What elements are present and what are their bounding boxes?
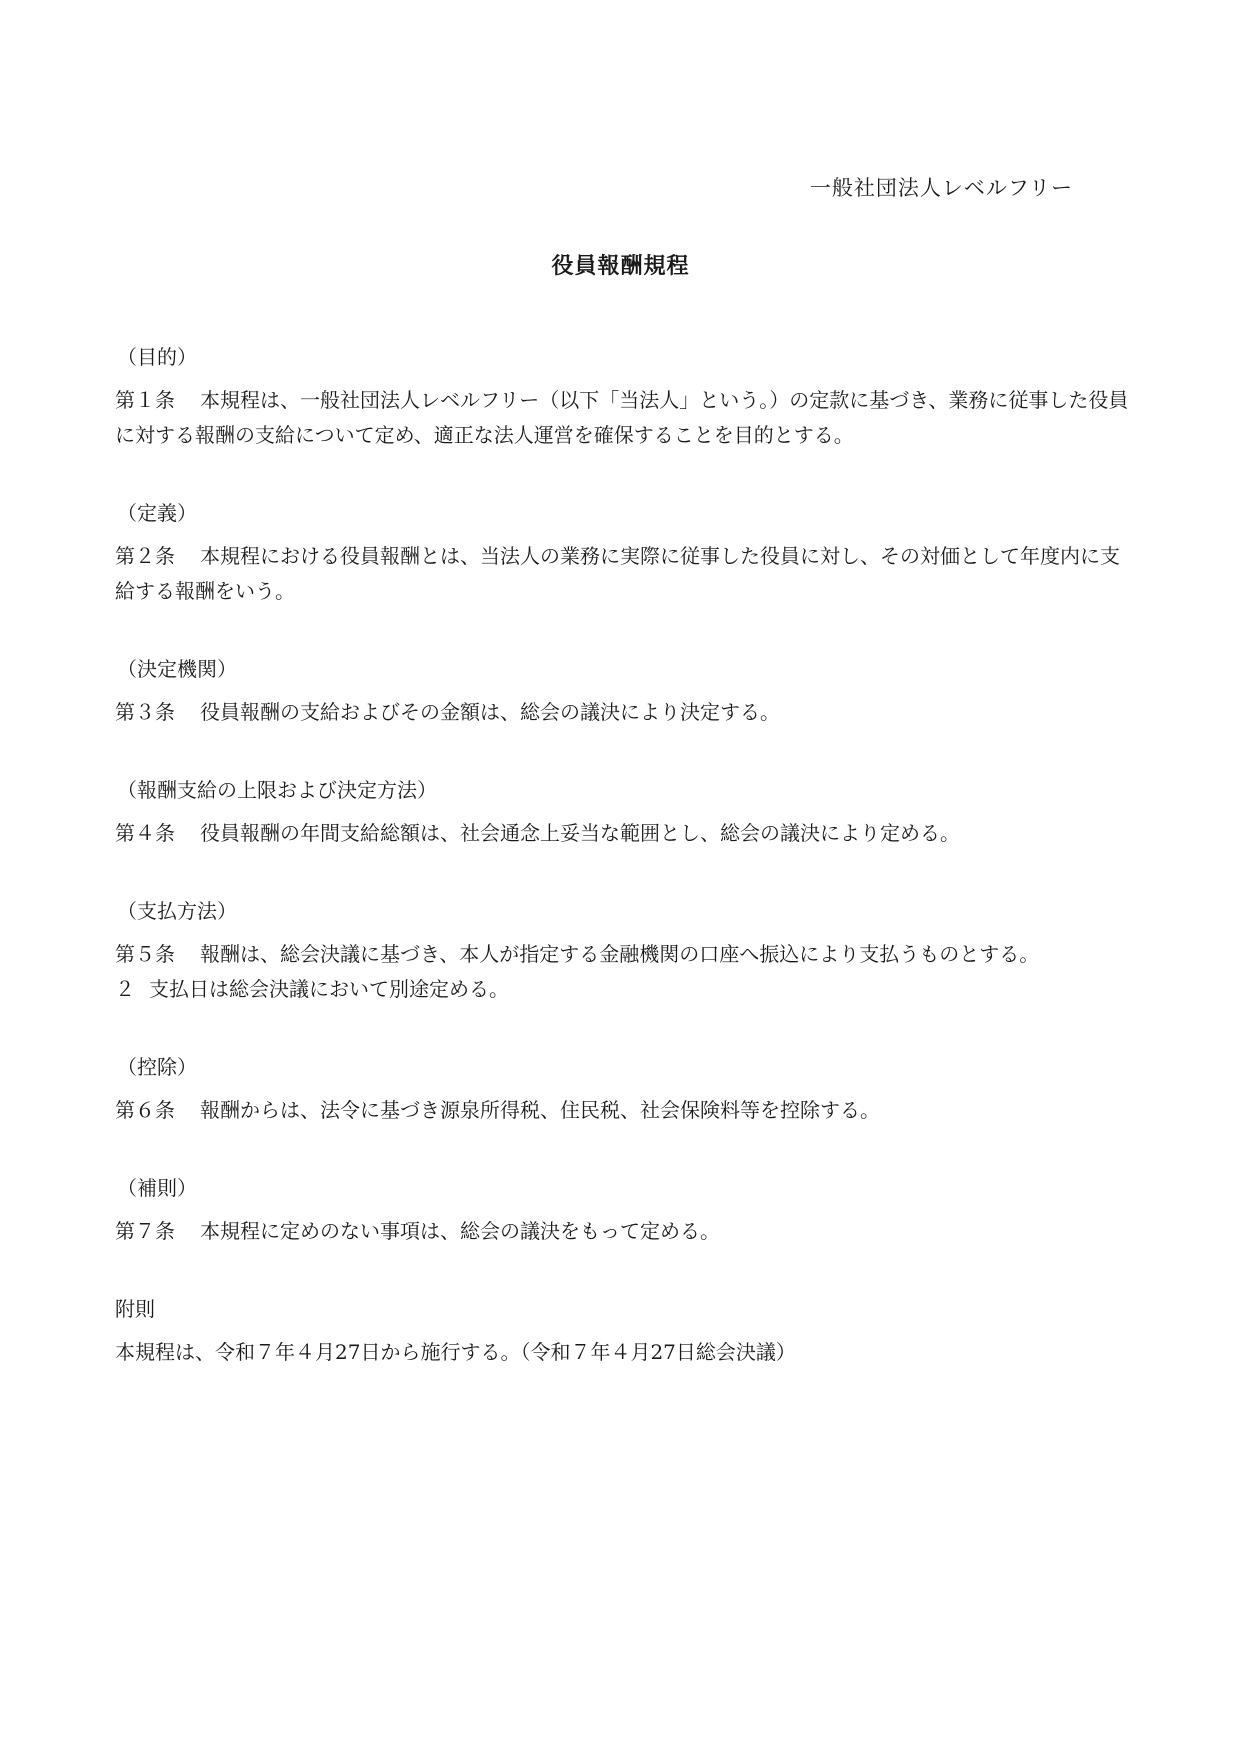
- article-3: [115, 652, 1135, 730]
- article-2: [115, 496, 1135, 609]
- article-text: 報酬からは、法令に基づき源泉所得税、住民税、社会保険料等を控除する。: [200, 1098, 880, 1122]
- supplementary-provisions: [115, 1292, 1135, 1370]
- supplementary-text: 本規程は、令和７年４月27日から施行する。（令和７年４月27日総会決議）: [115, 1340, 796, 1364]
- article-number: 第５条: [115, 942, 175, 966]
- article-number: 第６条: [115, 1098, 175, 1122]
- article-5: [115, 894, 1135, 1007]
- article-6: [115, 1050, 1135, 1128]
- article-heading: （報酬支給の上限および決定方法）: [117, 778, 437, 802]
- article-text-line: [115, 816, 1135, 851]
- article-text: 本規程は、一般社団法人レベルフリー（以下「当法人」という。）の定款に基づき、業務に従事した役員に対する報酬の支給について定め、適正な法人運営を確保することを目的とする。: [115, 388, 1129, 447]
- article-4: [115, 773, 1135, 851]
- article-text: 本規程に定めのない事項は、総会の議決をもって定める。: [200, 1219, 720, 1243]
- organization-name: 一般社団法人レベルフリー: [809, 176, 1073, 200]
- article-number: 第１条: [115, 388, 175, 412]
- article-text-line: [115, 539, 1135, 609]
- article-number: 第７条: [115, 1219, 175, 1243]
- article-text-line: [115, 1093, 1135, 1128]
- article-heading: （目的）: [117, 345, 197, 369]
- article-text: 報酬は、総会決議に基づき、本人が指定する金融機関の口座へ振込により支払うものとする。: [200, 942, 1040, 966]
- article-text-line: [115, 695, 1135, 730]
- article-text: 役員報酬の年間支給総額は、社会通念上妥当な範囲とし、総会の議決により定める。: [200, 821, 960, 845]
- article-text: 役員報酬の支給およびその金額は、総会の議決により決定する。: [200, 700, 780, 724]
- paragraph-number: ２: [115, 977, 135, 1001]
- article-number: 第２条: [115, 544, 175, 568]
- article-heading: （支払方法）: [117, 899, 237, 923]
- article-heading: （控除）: [117, 1055, 197, 1079]
- article-7: [115, 1171, 1135, 1249]
- document-body: [115, 340, 1135, 1413]
- supplementary-heading: 附則: [115, 1297, 155, 1321]
- article-heading: （定義）: [117, 501, 197, 525]
- article-heading: （補則）: [117, 1176, 197, 1200]
- article-1: [115, 340, 1135, 453]
- article-heading: （決定機関）: [117, 657, 237, 681]
- article-text-line: [115, 383, 1135, 453]
- article-number: 第３条: [115, 700, 175, 724]
- article-paragraph-line: [115, 972, 1135, 1007]
- paragraph-text: 支払日は総会決議において別途定める。: [149, 977, 509, 1001]
- article-text-line: [115, 1214, 1135, 1249]
- article-text-line: [115, 937, 1135, 972]
- article-number: 第４条: [115, 821, 175, 845]
- article-text: 本規程における役員報酬とは、当法人の業務に実際に従事した役員に対し、その対価として年度内に支給する報酬をいう。: [115, 544, 1120, 603]
- document-title: 役員報酬規程: [551, 254, 690, 279]
